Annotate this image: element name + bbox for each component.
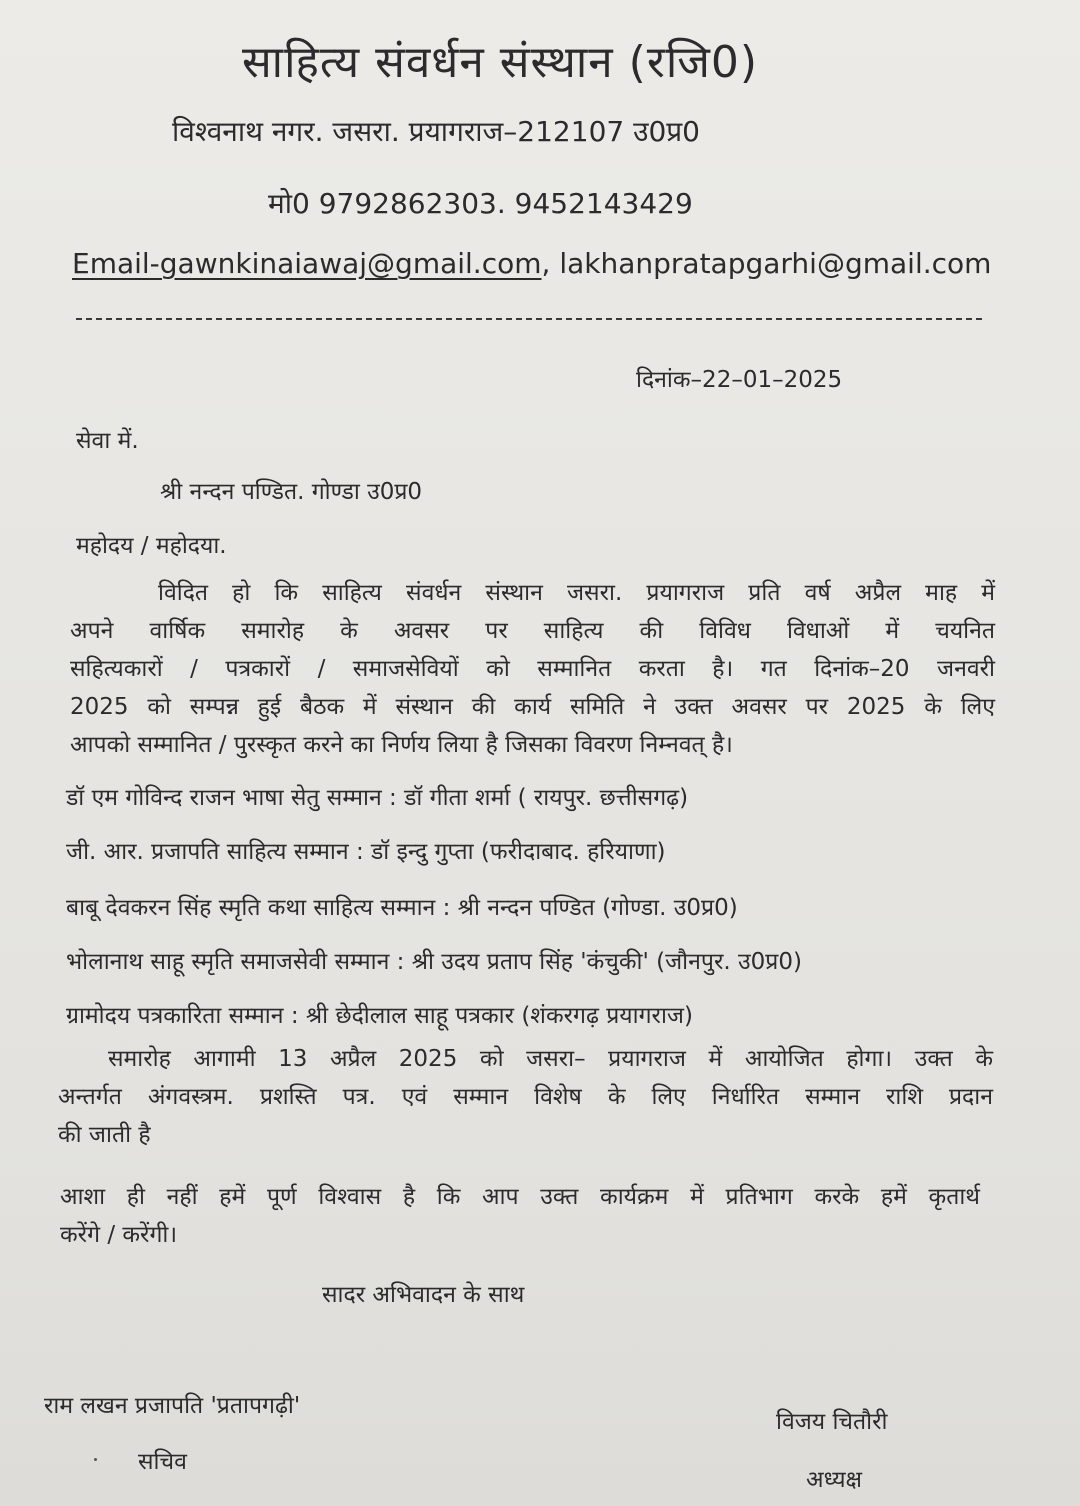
email-secondary: lakhanpratapgarhi@gmail.com [559, 247, 992, 280]
paragraph-intro [70, 574, 995, 764]
paragraph-line: विदित हो कि साहित्य संवर्धन संस्थान जसरा. प्रयागराज प्रति वर्ष अप्रैल माह में [158, 580, 995, 606]
organization-address: विश्वनाथ नगर. जसरा. प्रयागराज–212107 उ0प्र0 [172, 115, 700, 148]
president-title: अध्यक्ष [806, 1467, 863, 1493]
letter-date: दिनांक–22–01–2025 [636, 367, 843, 393]
paragraph-request [60, 1178, 980, 1254]
award-item: भोलानाथ साहू स्मृति समाजसेवी सम्मान : श्री उदय प्रताप सिंह 'कंचुकी' (जौनपुर. उ0प्र0) [66, 949, 802, 975]
award-item: बाबू देवकरन सिंह स्मृति कथा साहित्य सम्मान : श्री नन्दन पण्डित (गोण्डा. उ0प्र0) [66, 895, 738, 921]
paragraph-line: आशा ही नहीं हमें पूर्ण विश्वास है कि आप उक्त कार्यक्रम में प्रतिभाग करके हमें कृतार्थ [60, 1184, 980, 1210]
letterhead-divider [76, 318, 982, 320]
award-item: डॉ एम गोविन्द राजन भाषा सेतु सम्मान : डॉ गीता शर्मा ( रायपुर. छत्तीसगढ़) [66, 785, 689, 811]
secretary-name: राम लखन प्रजापति 'प्रतापगढ़ी' [44, 1393, 301, 1419]
organization-phone: मो0 9792862303. 9452143429 [268, 187, 693, 220]
organization-emails [72, 247, 991, 280]
paragraph-line: की जाती है [58, 1122, 151, 1148]
salutation-to: सेवा में. [76, 428, 139, 454]
ink-dot [94, 1458, 97, 1461]
paragraph-line: अपने वार्षिक समारोह के अवसर पर साहित्य की विविध विधाओं में चयनित [70, 618, 995, 644]
closing-line: सादर अभिवादन के साथ [322, 1282, 525, 1308]
recipient: श्री नन्दन पण्डित. गोण्डा उ0प्र0 [160, 479, 423, 505]
paragraph-line: सहित्यकारों / पत्रकारों / समाजसेवियों को सम्मानित करता है। गत दिनांक–20 जनवरी [70, 656, 995, 682]
paragraph-line: 2025 को सम्पन्न हुई बैठक में संस्थान की कार्य समिति ने उक्त अवसर पर 2025 के लिए [70, 694, 995, 720]
paragraph-line: अन्तर्गत अंगवस्त्रम. प्रशस्ति पत्र. एवं सम्मान विशेष के लिए निर्धारित सम्मान राशि प्रदान [58, 1084, 993, 1110]
paragraph-line: आपको सम्मानित / पुरस्कृत करने का निर्णय लिया है जिसका विवरण निम्नवत् है। [70, 732, 733, 758]
paragraph-line: समारोह आगामी 13 अप्रैल 2025 को जसरा– प्रयागराज में आयोजित होगा। उक्त के [108, 1046, 993, 1072]
greeting: महोदय / महोदया. [76, 533, 227, 559]
organization-name: साहित्य संवर्धन संस्थान (रजि0) [241, 37, 759, 88]
paragraph-line: करेंगे / करेंगी। [60, 1222, 178, 1248]
president-name: विजय चितौरी [776, 1409, 888, 1435]
award-item: जी. आर. प्रजापति साहित्य सम्मान : डॉ इन्दु गुप्ता (फरीदाबाद. हरियाणा) [66, 839, 666, 865]
email-primary: Email-gawnkinaiawaj@gmail.com [72, 247, 542, 280]
paragraph-event [58, 1040, 993, 1154]
secretary-title: सचिव [138, 1449, 187, 1475]
award-item: ग्रामोदय पत्रकारिता सम्मान : श्री छेदीलाल साहू पत्रकार (शंकरगढ़ प्रयागराज) [66, 1003, 693, 1029]
email-separator: , [541, 247, 560, 280]
